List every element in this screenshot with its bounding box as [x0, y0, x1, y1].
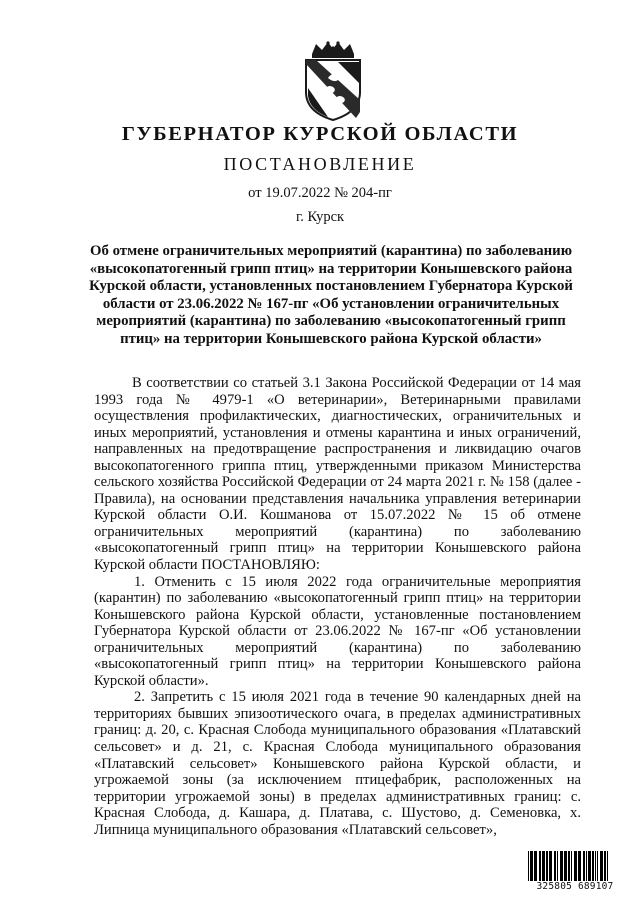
barcode-bar	[583, 851, 585, 881]
document-heading: Об отмене ограничительных мероприятий (карантина) по заболеванию «высокопатогенный грипп птиц» на территории Конышевского района Курской области, установленных постановлением Губернатора Курской области от 23.06.2022 № 167-пг «Об установлении ограничительных мероприятий (карантина) по заболеванию «высокопатогенный грипп птиц» на территории Конышевского района Курской области»	[89, 243, 573, 347]
barcode	[527, 851, 623, 893]
item-2-paragraph: 2. Запретить с 15 июля 2021 года в течение 90 календарных дней на территориях бывших эпизоотического очага, в пределах административных границ: д. 20, с. Красная Слобода муниципального образования «Платавский сельсовет» и д. 21, с. Красная Слобода муниципального образования «Платавский сельсовет» Конышевского района Курской области, и угрожаемой зоны (за исключением птицефабрик, расположенных на территории угрожаемой зоны) в пределах административных границ: с. Красная Слобода, д. Кашара, д. Платава, с. Шустово, д. Семеновка, х. Липница муниципального образования «Платавский сельсовет»,	[94, 689, 581, 838]
barcode-bar	[560, 851, 563, 881]
barcode-bar	[574, 851, 577, 881]
barcode-bar	[571, 851, 572, 881]
barcode-bar	[528, 851, 529, 881]
barcode-bar	[595, 851, 596, 881]
barcode-bars	[527, 851, 623, 881]
barcode-bar	[557, 851, 558, 881]
organization-title: ГУБЕРНАТОР КУРСКОЙ ОБЛАСТИ	[121, 123, 519, 145]
barcode-bar	[588, 851, 591, 881]
barcode-bar	[578, 851, 581, 881]
barcode-number: 325805 689107	[536, 881, 614, 892]
barcode-bar	[554, 851, 556, 881]
barcode-bar	[546, 851, 548, 881]
document-body	[94, 375, 581, 838]
barcode-bar	[568, 851, 570, 881]
document-number: от 19.07.2022 № 204-пг	[248, 185, 392, 201]
item-1-paragraph: 1. Отменить с 15 июля 2022 года ограничительные мероприятия (карантин) по заболеванию «высокопатогенный грипп птиц» на территории Конышевского района Курской области, установленные постановлением Губернатора Курской области от 23.06.2022 № 167-пг «Об установлении ограничительных мероприятий (карантина) по заболеванию «высокопатогенный грипп птиц» на территории Конышевского района Курской области».	[94, 573, 581, 689]
barcode-bar	[604, 851, 606, 881]
kursk-coat-of-arms-emblem	[298, 40, 368, 122]
barcode-bar	[592, 851, 594, 881]
barcode-bar	[534, 851, 537, 881]
preamble-paragraph: В соответствии со статьей 3.1 Закона Российской Федерации от 14 мая 1993 года № 4979-1 «О ветеринарии», Ветеринарными правилами осуществления профилактических, диагностических, ограничительных и иных мероприятий, установления и отмены карантина и иных ограничений, направленных на предотвращение распространения и ликвидацию очагов высокопатогенного гриппа птиц, утвержденными приказом Министерства сельского хозяйства Российской Федерации от 24 марта 2021 г. № 158 (далее - Правила), на основании представления начальника управления ветеринарии Курской области О.И. Кошманова от 15.07.2022 № 15 об отмене ограничительных мероприятий (карантина) по заболеванию «высокопатогенный грипп птиц» на территории Конышевского района Курской области ПОСТАНОВЛЯЮ:	[94, 375, 581, 574]
barcode-bar	[539, 851, 541, 881]
barcode-bar	[597, 851, 598, 881]
barcode-bar	[530, 851, 533, 881]
barcode-bar	[542, 851, 545, 881]
barcode-bar	[549, 851, 552, 881]
barcode-bar	[564, 851, 567, 881]
barcode-bar	[607, 851, 608, 881]
document-city: г. Курск	[295, 209, 345, 225]
document-type: ПОСТАНОВЛЕНИЕ	[223, 154, 417, 174]
barcode-bar	[600, 851, 603, 881]
barcode-bar	[586, 851, 587, 881]
